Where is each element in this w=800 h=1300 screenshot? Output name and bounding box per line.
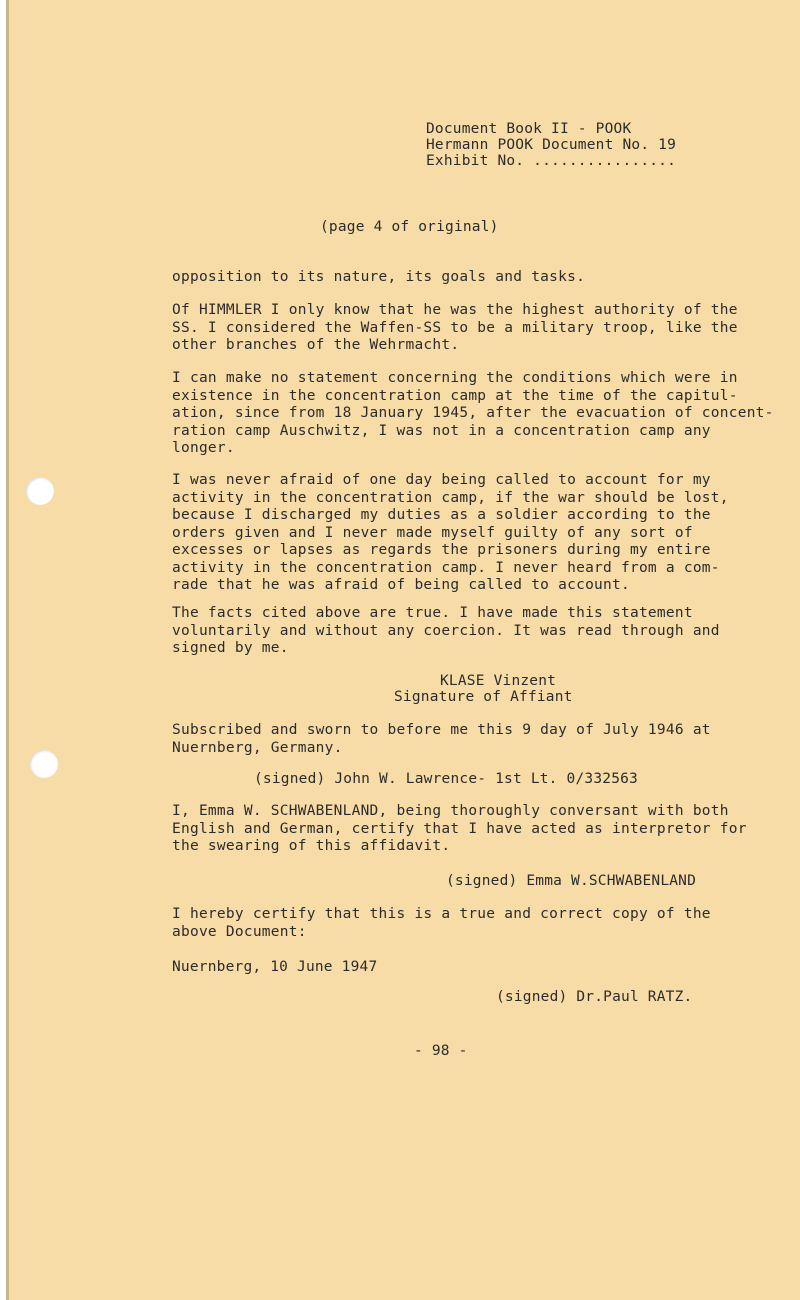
text-line: longer. — [172, 440, 235, 456]
text-line: above Document: — [172, 923, 307, 940]
text-line: opposition to its nature, its goals and tasks. — [172, 269, 586, 285]
text-line: I can make no statement concerning the conditions which were in — [172, 370, 738, 386]
text-line: because I discharged my duties as a soldier according to the — [172, 507, 711, 523]
text-line: SS. I considered the Waffen-SS to be a military troop, like the — [172, 319, 738, 336]
text-line: Subscribed and sworn to before me this 9 day of July 1946 at — [172, 722, 711, 738]
certifier-signature: (signed) Dr.Paul RATZ. — [496, 989, 693, 1005]
paragraph-4 — [172, 472, 729, 595]
text-line: activity in the concentration camp. I never heard from a com- — [172, 559, 720, 576]
punch-hole-top — [26, 477, 54, 505]
paragraph-3 — [172, 370, 774, 458]
header-line-1: Document Book II - POOK — [426, 121, 632, 137]
affiant-name: KLASE Vinzent — [440, 673, 557, 689]
punch-hole-bottom — [30, 750, 58, 778]
text-line: ration camp Auschwitz, I was not in a concentration camp any — [172, 422, 711, 439]
affiant-caption: Signature of Affiant — [394, 689, 573, 705]
text-line: existence in the concentration camp at the time of the capitul- — [172, 387, 738, 404]
certify-statement — [172, 906, 711, 941]
text-line: I hereby certify that this is a true and correct copy of the — [172, 906, 711, 922]
text-line: orders given and I never made myself guilty of any sort of — [172, 524, 693, 541]
text-line: the swearing of this affidavit. — [172, 838, 451, 854]
officer-signature: (signed) John W. Lawrence- 1st Lt. 0/332563 — [254, 771, 638, 787]
text-line: activity in the concentration camp, if the war should be lost, — [172, 489, 729, 506]
text-line: The facts cited above are true. I have made this statement — [172, 605, 693, 621]
text-line: I was never afraid of one day being called to account for my — [172, 472, 711, 488]
paragraph-5 — [172, 605, 720, 658]
interpreter-signature: (signed) Emma W.SCHWABENLAND — [446, 873, 697, 889]
text-line: other branches of the Wehrmacht. — [172, 337, 460, 353]
paragraph-2 — [172, 302, 738, 355]
subscribed-statement — [172, 722, 711, 757]
text-line: excesses or lapses as regards the prisoners during my entire — [172, 542, 711, 558]
page-marker: (page 4 of original) — [320, 219, 499, 235]
text-line: signed by me. — [172, 640, 289, 656]
page-number: - 98 - — [414, 1043, 468, 1059]
text-line: English and German, certify that I have acted as interpretor for — [172, 820, 747, 837]
interpreter-statement — [172, 803, 747, 856]
text-line: voluntarily and without any coercion. It was read through and — [172, 622, 720, 639]
text-line: Of HIMMLER I only know that he was the highest authority of the — [172, 302, 738, 318]
header-line-2: Hermann POOK Document No. 19 — [426, 137, 677, 153]
header-line-3: Exhibit No. ................ — [426, 153, 677, 169]
document-page — [6, 0, 800, 1300]
text-line: Nuernberg, Germany. — [172, 739, 343, 756]
text-line: rade that he was afraid of being called to account. — [172, 577, 630, 593]
place-date: Nuernberg, 10 June 1947 — [172, 959, 378, 975]
text-line: I, Emma W. SCHWABENLAND, being thoroughly conversant with both — [172, 803, 729, 819]
paragraph-1 — [172, 269, 585, 287]
text-line: ation, since from 18 January 1945, after the evacuation of concent- — [172, 405, 774, 421]
